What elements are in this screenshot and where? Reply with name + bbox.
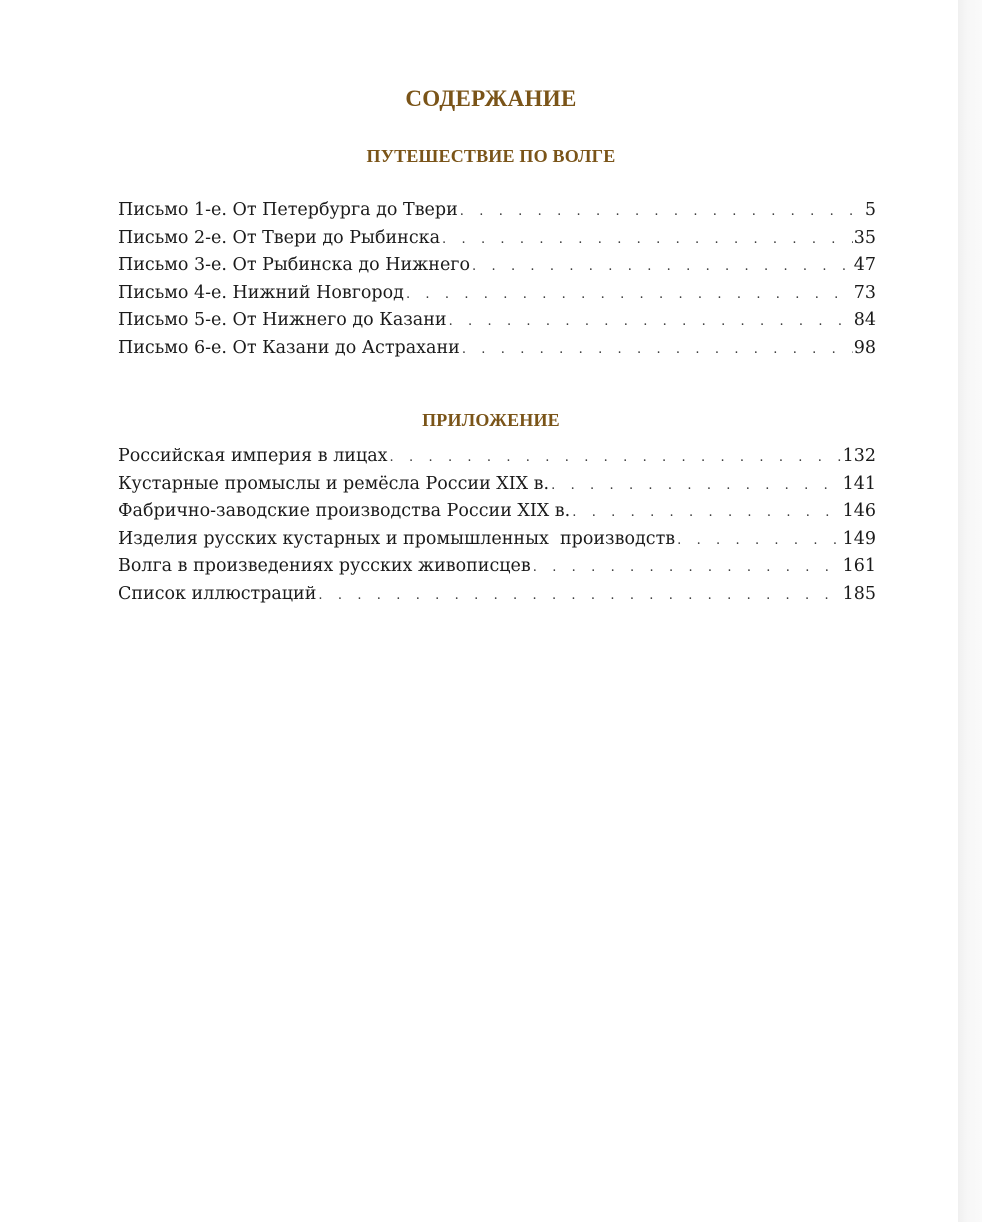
toc-entry-title: Письмо 4-е. Нижний Новгород — [118, 282, 404, 303]
toc-entry[interactable] — [118, 228, 876, 256]
toc-leader-dots — [551, 478, 841, 493]
toc-entry-title: Российская империя в лицах — [118, 446, 388, 466]
toc-entry[interactable] — [118, 584, 876, 612]
toc-leader-dots — [472, 259, 853, 274]
toc-entry[interactable] — [118, 529, 876, 557]
toc-leader-dots — [533, 560, 842, 575]
toc-leader-dots — [442, 232, 853, 247]
toc-leader-dots — [677, 533, 841, 548]
toc-entry-page: 185 — [842, 583, 876, 604]
toc-leader-dots — [318, 588, 841, 603]
toc-entry-page: 47 — [853, 255, 876, 276]
toc-entry[interactable] — [118, 310, 876, 338]
toc-entry-title: Письмо 2-е. От Твери до Рыбинска — [118, 227, 441, 248]
toc-leader-dots — [572, 505, 841, 520]
toc-entry-title: Письмо 3-е. От Рыбинска до Нижнего — [118, 255, 471, 276]
toc-leader-dots — [460, 204, 864, 219]
contents-title: СОДЕРЖАНИЕ — [405, 86, 577, 111]
toc-entry-page: 73 — [853, 282, 876, 303]
toc-entry-title: Фабрично-заводские производства России XIX в. — [118, 501, 571, 522]
toc-entry-page: 132 — [842, 446, 876, 466]
toc-entry-page: 146 — [842, 501, 876, 522]
toc-entry[interactable] — [118, 501, 876, 529]
toc-entry-page: 35 — [853, 227, 876, 248]
toc-entry[interactable] — [118, 474, 876, 502]
toc-leader-dots — [390, 450, 842, 465]
page-edge-shadow — [958, 0, 982, 1222]
toc-entry-title: Волга в произведениях русских живописцев — [118, 556, 531, 577]
toc-entry-title: Кустарные промыслы и ремёсла России XIX в. — [118, 473, 550, 494]
toc-entry-page: 161 — [842, 556, 876, 577]
toc-entry-page: 84 — [853, 310, 876, 331]
section-heading-appendix: ПРИЛОЖЕНИЕ — [422, 410, 560, 430]
toc-leader-dots — [449, 314, 853, 329]
toc-entry[interactable] — [118, 255, 876, 283]
toc-list-volga-journey — [118, 200, 876, 366]
toc-entry[interactable] — [118, 446, 876, 474]
toc-list-appendix — [118, 446, 876, 612]
toc-entry[interactable] — [118, 200, 876, 228]
toc-entry[interactable] — [118, 283, 876, 311]
toc-entry-title: Письмо 1-е. От Петербурга до Твери — [118, 200, 458, 220]
toc-entry-title: Письмо 6-е. От Казани до Астрахани — [118, 337, 460, 358]
section-heading-volga-journey: ПУТЕШЕСТВИЕ ПО ВОЛГЕ — [366, 146, 616, 166]
toc-leader-dots — [462, 342, 853, 357]
toc-entry[interactable] — [118, 556, 876, 584]
toc-entry-page: 141 — [842, 473, 876, 494]
toc-entry-page: 149 — [842, 528, 876, 549]
toc-entry-title: Письмо 5-е. От Нижнего до Казани — [118, 310, 447, 331]
toc-entry-page: 98 — [853, 337, 876, 358]
toc-entry-title: Изделия русских кустарных и промышленных производств — [118, 528, 676, 549]
toc-entry-title: Список иллюстраций — [118, 583, 317, 604]
toc-leader-dots — [406, 287, 853, 302]
toc-entry[interactable] — [118, 338, 876, 366]
toc-entry-page: 5 — [864, 200, 876, 220]
